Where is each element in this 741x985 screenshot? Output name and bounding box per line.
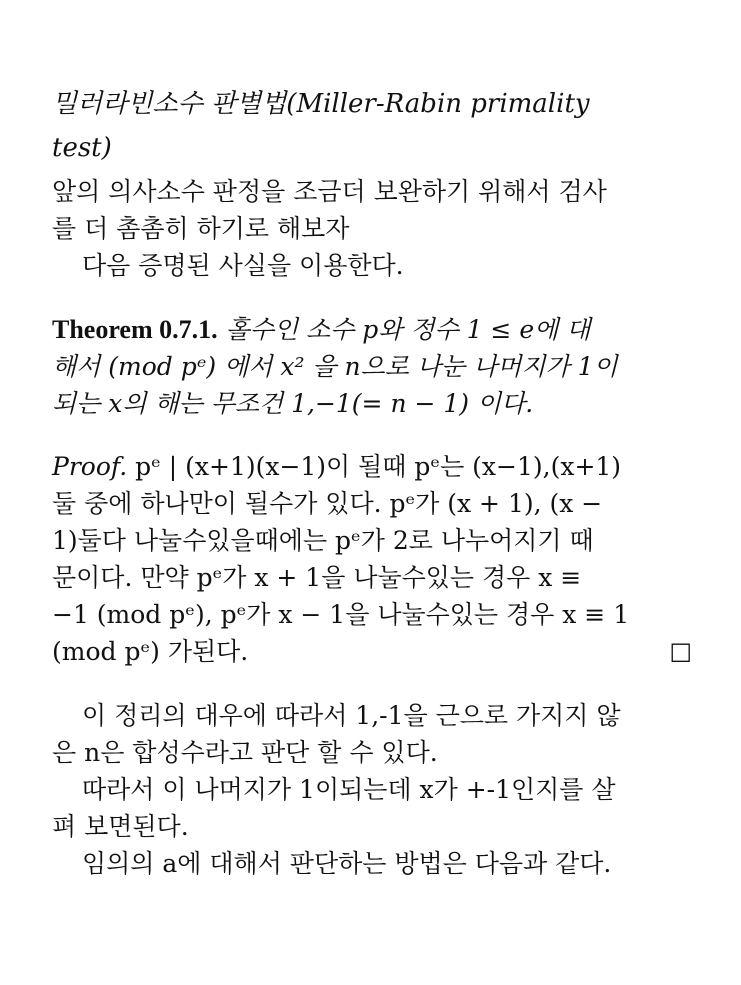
intro-line-2: 를 더 촘촘히 하기로 해보자 <box>52 214 350 243</box>
proof-line-2: 둘 중에 하나만이 될수가 있다. pᵉ가 (x + 1), (x − <box>52 489 603 518</box>
proof-label: Proof. <box>52 452 128 481</box>
theorem-statement-start: 홀수인 소수 p와 정수 1 ≤ e에 대 <box>225 315 591 344</box>
qed-symbol: □ <box>669 637 692 665</box>
proof-statement-start: pᵉ | (x+1)(x−1)이 될때 pᵉ는 (x−1),(x+1) <box>135 452 622 481</box>
intro-line-1: 앞의 의사소수 판정을 조금더 보완하기 위해서 검사 <box>52 177 607 206</box>
proof-line-3: 1)둘다 나눌수있을때에는 pᵉ가 2로 나누어지기 때 <box>52 526 594 555</box>
proof-line-6 <box>52 633 692 670</box>
conclusion-paragraph <box>52 697 692 882</box>
intro-line-3: 다음 증명된 사실을 이용한다. <box>82 251 404 280</box>
conclusion-line-1: 이 정리의 대우에 따라서 1,-1을 근으로 가지지 않 <box>82 701 621 730</box>
proof-line-5: −1 (mod pᵉ), pᵉ가 x − 1을 나눌수있는 경우 x ≡ 1 <box>52 600 630 629</box>
theorem-line-3: 되는 x의 해는 무조건 1,−1(= n − 1) 이다. <box>52 389 534 418</box>
section-title-line-1: 밀러라빈소수 판별법(Miller-Rabin primality <box>52 89 590 119</box>
theorem-line-1 <box>52 311 692 348</box>
conclusion-line-5: 임의의 a에 대해서 판단하는 방법은 다음과 같다. <box>82 849 612 878</box>
proof-line-4: 문이다. 만약 pᵉ가 x + 1을 나눌수있는 경우 x ≡ <box>52 563 582 592</box>
intro-paragraph <box>52 173 692 284</box>
section-title <box>52 82 692 170</box>
conclusion-line-2: 은 n은 합성수라고 판단 할 수 있다. <box>52 738 438 767</box>
proof-block <box>52 448 692 670</box>
conclusion-line-3: 따라서 이 나머지가 1이되는데 x가 +-1인지를 살 <box>82 775 616 804</box>
theorem-line-2: 해서 (mod pᵉ) 에서 x² 을 n으로 나눈 나머지가 1이 <box>52 352 618 381</box>
section-title-line-2: test) <box>52 133 112 163</box>
proof-line-6-text: (mod pᵉ) 가된다. <box>52 637 249 666</box>
theorem-label: Theorem 0.7.1. <box>52 315 218 344</box>
conclusion-line-4: 펴 보면된다. <box>52 812 189 841</box>
proof-line-1 <box>52 448 692 485</box>
theorem-block <box>52 311 692 422</box>
